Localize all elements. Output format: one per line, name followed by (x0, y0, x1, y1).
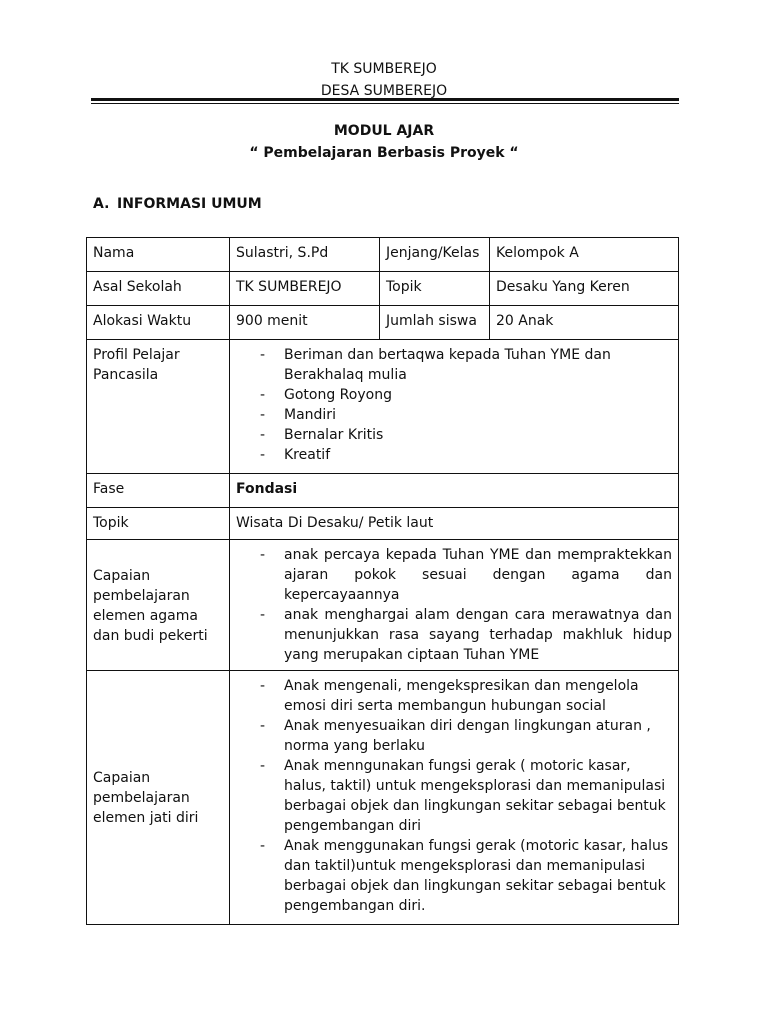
list-item: - anak menghargai alam dengan cara merawatnya dan menunjukkan rasa sayang terhadap makhluk hidup yang merupakan ciptaan Tuhan YME (284, 605, 672, 665)
list-item: - Anak menngunakan fungsi gerak ( motoric kasar, halus, taktil) untuk mengeksplorasi dan memanipulasi berbagai objek dan lingkungan sekitar sebagai bentuk pengembangan diri (284, 756, 672, 836)
section-heading (93, 196, 262, 212)
table-row (87, 340, 679, 474)
title-line-1: MODUL AJAR (333, 123, 435, 139)
header-divider-thin (91, 103, 679, 104)
info-table (86, 237, 679, 925)
table-row (87, 540, 679, 671)
table-row (87, 671, 679, 925)
alokasi-label: Alokasi Waktu (87, 306, 230, 340)
list-item: - Anak menggunakan fungsi gerak (motoric kasar, halus dan taktil)untuk mengeksplorasi dan memanipulasi berbagai objek dan lingkungan sekitar sebagai bentuk pengembangan diri. (284, 836, 672, 916)
table-row (87, 508, 679, 540)
capaian-jati-label: Capaian pembelajaran elemen jati diri (87, 671, 230, 925)
profil-label: Profil Pelajar Pancasila (87, 340, 230, 474)
topik2-label: Topik (87, 508, 230, 540)
capaian-jati-values (230, 671, 679, 925)
capaian-agama-label: Capaian pembelajaran elemen agama dan budi pekerti (87, 540, 230, 671)
list-item: - Kreatif (284, 445, 672, 465)
fase-value: Fondasi (230, 474, 679, 508)
asal-value: TK SUMBEREJO (230, 272, 380, 306)
jumlah-label: Jumlah siswa (380, 306, 490, 340)
table-row (87, 272, 679, 306)
list-item: - Beriman dan bertaqwa kepada Tuhan YME dan Berakhalaq mulia (284, 345, 672, 385)
list-item: - Gotong Royong (284, 385, 672, 405)
village-name: DESA SUMBEREJO (320, 83, 448, 99)
document-header (0, 58, 768, 102)
topik-label: Topik (380, 272, 490, 306)
list-item: - Anak mengenali, mengekspresikan dan mengelola emosi diri serta membangun hubungan social (284, 676, 672, 716)
nama-label: Nama (87, 238, 230, 272)
capaian-agama-list (236, 545, 672, 665)
fase-label: Fase (87, 474, 230, 508)
list-item: - Mandiri (284, 405, 672, 425)
document-title (0, 120, 768, 164)
capaian-agama-values (230, 540, 679, 671)
table-row (87, 238, 679, 272)
section-number: A. (93, 196, 110, 212)
nama-value: Sulastri, S.Pd (230, 238, 380, 272)
capaian-jati-list (236, 676, 672, 916)
table-row (87, 306, 679, 340)
jenjang-value: Kelompok A (490, 238, 679, 272)
header-divider (91, 98, 679, 101)
jumlah-value: 20 Anak (490, 306, 679, 340)
jenjang-label: Jenjang/Kelas (380, 238, 490, 272)
list-item: - anak percaya kepada Tuhan YME dan mempraktekkan ajaran pokok sesuai dengan agama dan kepercayaannya (284, 545, 672, 605)
title-line-2: “ Pembelajaran Berbasis Proyek “ (249, 145, 519, 161)
table-row (87, 474, 679, 508)
section-label: INFORMASI UMUM (117, 196, 262, 212)
topik2-value: Wisata Di Desaku/ Petik laut (230, 508, 679, 540)
profil-list (236, 345, 672, 465)
list-item: - Anak menyesuaikan diri dengan lingkungan aturan , norma yang berlaku (284, 716, 672, 756)
profil-values (230, 340, 679, 474)
alokasi-value: 900 menit (230, 306, 380, 340)
school-name: TK SUMBEREJO (331, 61, 437, 77)
list-item: - Bernalar Kritis (284, 425, 672, 445)
asal-label: Asal Sekolah (87, 272, 230, 306)
topik-value: Desaku Yang Keren (490, 272, 679, 306)
